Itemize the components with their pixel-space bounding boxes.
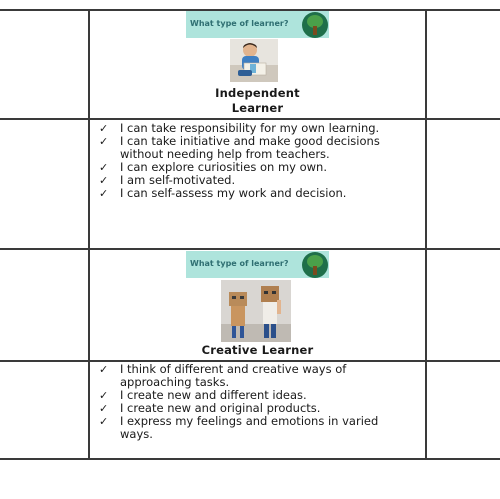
creative-learner-list xyxy=(96,363,406,441)
independent-learner-list xyxy=(96,122,406,200)
list-item-text: I create new and original products. xyxy=(120,401,321,415)
learner-type-title: Creative Learner xyxy=(201,343,314,357)
cardboard-costume-kids-photo xyxy=(221,280,291,342)
list-item-text: I express my feelings and emotions in varied ways. xyxy=(120,414,379,441)
banner-title: What type of learner? xyxy=(190,259,289,268)
learner-type-title xyxy=(186,86,329,116)
list-item-text: I can take responsibility for my own learning. xyxy=(120,121,380,135)
learner-type-title-line: Learner xyxy=(231,101,284,115)
list-item xyxy=(96,187,406,200)
list-item xyxy=(96,135,406,161)
list-item-text: I create new and different ideas. xyxy=(120,388,307,402)
table-column-divider xyxy=(88,9,90,460)
tree-icon xyxy=(302,252,328,278)
child-reading-photo xyxy=(230,39,278,82)
check-icon: ✓ xyxy=(99,415,109,428)
check-icon: ✓ xyxy=(99,122,109,135)
list-item-text: I am self-motivated. xyxy=(120,173,236,187)
check-icon: ✓ xyxy=(99,389,109,402)
learner-type-title-line: Independent xyxy=(215,86,300,100)
learner-type-banner xyxy=(186,11,329,38)
table-column-divider xyxy=(425,9,427,460)
learner-type-banner xyxy=(186,251,329,278)
check-icon: ✓ xyxy=(99,135,109,148)
check-icon: ✓ xyxy=(99,187,109,200)
tree-icon xyxy=(302,12,328,38)
check-icon: ✓ xyxy=(99,174,109,187)
list-item-text: I can self-assess my work and decision. xyxy=(120,186,347,200)
list-item-text: I can take initiative and make good decisions without needing help from teachers. xyxy=(120,134,380,161)
list-item xyxy=(96,363,406,389)
list-item-text: I think of different and creative ways of approaching tasks. xyxy=(120,362,347,389)
check-icon: ✓ xyxy=(99,161,109,174)
list-item xyxy=(96,415,406,441)
check-icon: ✓ xyxy=(99,363,109,376)
banner-title: What type of learner? xyxy=(190,19,289,28)
check-icon: ✓ xyxy=(99,402,109,415)
list-item-text: I can explore curiosities on my own. xyxy=(120,160,327,174)
